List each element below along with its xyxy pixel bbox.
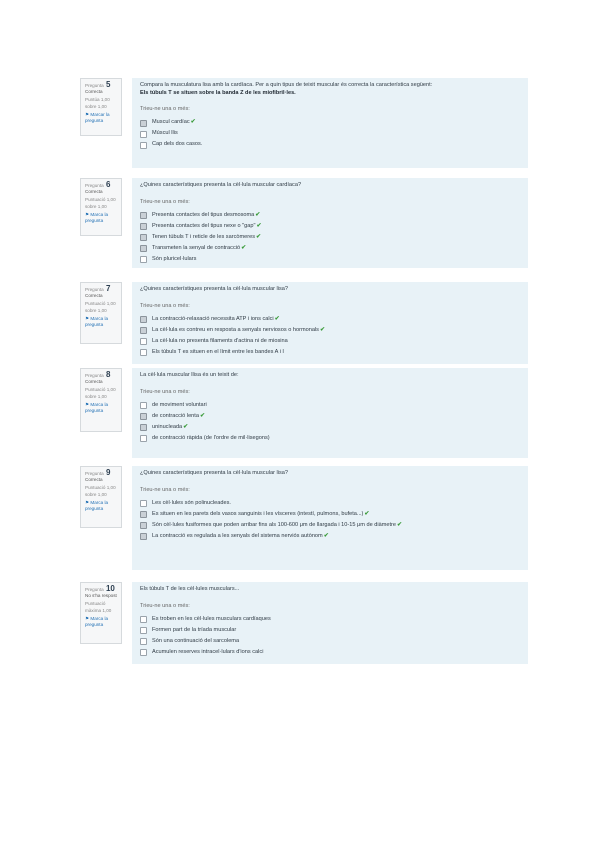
answer-option[interactable] (140, 314, 520, 325)
answer-option[interactable] (140, 325, 520, 336)
answer-option[interactable] (140, 210, 520, 221)
answer-label: Presenta contactes del tipus desmosoma (152, 211, 255, 218)
answer-label: uninucleada (152, 423, 183, 430)
check-mark-icon: ✔ (256, 222, 262, 229)
flag-icon: ⚑ (85, 499, 90, 505)
check-mark-icon: ✔ (255, 211, 261, 218)
answer-option[interactable] (140, 498, 520, 509)
question-number: Pregunta 7 (85, 284, 111, 293)
answer-prompt: Trieu-ne una o més: (140, 602, 190, 609)
flag-icon: ⚑ (85, 401, 90, 407)
answer-checkbox[interactable] (140, 424, 147, 431)
answer-checkbox[interactable] (140, 522, 147, 529)
question-text: Els túbuls T de les cèl·lules musculars... (140, 586, 240, 592)
answer-option[interactable] (140, 636, 520, 647)
answer-checkbox[interactable] (140, 402, 147, 409)
answer-checkbox[interactable] (140, 511, 147, 518)
answer-option[interactable] (140, 520, 520, 531)
answer-checkbox[interactable] (140, 234, 147, 241)
answer-label: Es troben en les cèl·lules musculars cardíaques (152, 615, 271, 622)
check-mark-icon: ✔ (183, 423, 189, 430)
check-mark-icon: ✔ (190, 119, 196, 126)
question-text-bold: Els túbuls T se situen sobre la banda Z de les miofibril·les. (140, 89, 296, 96)
check-mark-icon: ✔ (319, 326, 326, 333)
answer-option[interactable] (140, 129, 520, 140)
answer-label: Tenen túbuls T i reticle de les sarcòmeres (152, 233, 256, 240)
question-grade: Puntuació 1,00 sobre 1,00 (85, 485, 116, 497)
answer-prompt: Trieu-ne una o més: (140, 486, 190, 493)
answer-label: Els túbuls T es situen en el límit entre les bandes A i I (152, 348, 284, 355)
answer-option[interactable] (140, 232, 520, 243)
flag-icon: ⚑ (85, 615, 90, 621)
check-mark-icon: ✔ (364, 510, 370, 517)
question-content (132, 78, 528, 168)
answer-label: Transmeten la senyal de contracció (152, 244, 241, 251)
answer-option[interactable] (140, 400, 520, 411)
answer-option[interactable] (140, 140, 520, 151)
question-state: Correcta (85, 293, 103, 299)
question-grade: Puntúa 1,00 sobre 1,00 (85, 97, 110, 109)
answer-checkbox[interactable] (140, 435, 147, 442)
question-content (132, 466, 528, 570)
answer-label: Són cèl·lules fusiformes que poden arribar fins als 100-600 μm de llargada i 10-15 μm de diàmetre (152, 521, 396, 528)
answer-label: Presenta contactes del tipus nexe o "gap" (152, 222, 256, 229)
answer-checkbox[interactable] (140, 223, 147, 230)
check-mark-icon: ✔ (199, 412, 205, 419)
answer-option[interactable] (140, 625, 520, 636)
answer-option[interactable] (140, 347, 520, 358)
flag-question-link[interactable]: ⚑ Marca la pregunta (85, 211, 109, 224)
question-state: Correcta (85, 189, 103, 195)
answer-label: Les cèl·lules són polinucleades. (152, 499, 231, 506)
answer-checkbox[interactable] (140, 120, 147, 127)
flag-question-link[interactable]: ⚑ Marca la pregunta (85, 401, 109, 414)
answer-label: Formen part de la tríada muscular (152, 626, 237, 633)
question-content (132, 582, 528, 664)
answer-label: Muscul cardíac (152, 119, 190, 126)
check-mark-icon: ✔ (323, 532, 329, 539)
question-number: Pregunta 9 (85, 468, 111, 477)
answer-prompt: Trieu-ne una o més: (140, 198, 190, 205)
flag-question-link[interactable]: ⚑ Marcar la pregunta (85, 111, 110, 124)
answer-option[interactable] (140, 221, 520, 232)
answer-checkbox[interactable] (140, 212, 147, 219)
answer-prompt: Trieu-ne una o més: (140, 302, 190, 309)
answer-label: Es situen en les parets dels vasos sanguinis i les vísceres (intestí, pulmons, bufeta...) (152, 510, 364, 517)
question-content (132, 282, 528, 364)
answer-checkbox[interactable] (140, 649, 147, 656)
answer-options (140, 314, 520, 358)
check-mark-icon: ✔ (274, 315, 280, 322)
answer-options (140, 400, 520, 444)
question-info (80, 582, 122, 644)
flag-question-link[interactable]: ⚑ Marca la pregunta (85, 499, 109, 512)
question-number: Pregunta 8 (85, 370, 111, 379)
check-mark-icon: ✔ (397, 521, 403, 528)
question-text: Compara la musculatura lisa amb la cardíaca. Per a quin tipus de teixit muscular és correcta la característica següent: Els túbuls T se situen sobre la banda Z de les miofibril·les. (140, 82, 520, 97)
answer-option[interactable] (140, 433, 520, 444)
answer-checkbox[interactable] (140, 533, 147, 540)
check-mark-icon: ✔ (241, 244, 247, 251)
answer-checkbox[interactable] (140, 256, 147, 263)
question-state: Correcta (85, 89, 103, 95)
answer-option[interactable] (140, 422, 520, 433)
answer-option[interactable] (140, 243, 520, 254)
answer-label: Acumulen reserves intracel·lulars d'ions calci (152, 648, 264, 655)
answer-options (140, 614, 520, 658)
question-text: ¿Quines característiques presenta la cèl·lula muscular cardíaca? (140, 182, 302, 188)
flag-icon: ⚑ (85, 211, 90, 217)
answer-options (140, 498, 520, 542)
flag-question-link[interactable]: ⚑ Marca la pregunta (85, 315, 109, 328)
question-content (132, 368, 528, 458)
question-state: Correcta (85, 379, 103, 385)
answer-options (140, 118, 520, 151)
answer-checkbox[interactable] (140, 349, 147, 356)
answer-label: La cèl·lula es contreu en resposta a senyals nerviosos o hormonals (152, 326, 319, 333)
answer-option[interactable] (140, 336, 520, 347)
question-text: ¿Quines característiques presenta la cèl·lula muscular lisa? (140, 286, 288, 292)
question-info (80, 282, 122, 344)
answer-label: de contracció ràpida (de l'ordre de mil·lisegons) (152, 434, 270, 441)
question-number: Pregunta 10 (85, 584, 115, 593)
answer-checkbox[interactable] (140, 245, 147, 252)
answer-label: La cèl·lula no presenta filaments d'actina ni de miosina (152, 337, 288, 344)
answer-label: de contracció lenta (152, 412, 199, 419)
question-grade: Puntuació màxima 1,00 (85, 601, 112, 613)
answer-option[interactable] (140, 531, 520, 542)
answer-options (140, 210, 520, 265)
answer-option[interactable] (140, 254, 520, 265)
question-info (80, 78, 122, 136)
answer-checkbox[interactable] (140, 131, 147, 138)
answer-checkbox[interactable] (140, 316, 147, 323)
answer-checkbox[interactable] (140, 616, 147, 623)
answer-option[interactable] (140, 509, 520, 520)
answer-label: Són una continuació del sarcolema (152, 637, 240, 644)
flag-icon: ⚑ (85, 111, 90, 117)
answer-checkbox[interactable] (140, 327, 147, 334)
answer-option[interactable] (140, 118, 520, 129)
flag-icon: ⚑ (85, 315, 90, 321)
question-info (80, 368, 122, 432)
answer-checkbox[interactable] (140, 627, 147, 634)
question-info (80, 466, 122, 528)
answer-label: Són pluricel·lulars (152, 255, 197, 262)
question-content (132, 178, 528, 268)
check-mark-icon: ✔ (256, 233, 262, 240)
question-grade: Puntuació 1,00 sobre 1,00 (85, 387, 116, 399)
answer-checkbox[interactable] (140, 142, 147, 149)
question-state: Correcta (85, 477, 103, 483)
question-text: La cèl·lula muscular llisa és un teixit de: (140, 372, 239, 378)
question-info (80, 178, 122, 236)
question-number: Pregunta 6 (85, 180, 111, 189)
answer-prompt: Trieu-ne una o més: (140, 106, 190, 112)
answer-label: La contracció es regulada a les senyals del sistema nerviós autònom (152, 532, 323, 539)
answer-checkbox[interactable] (140, 413, 147, 420)
question-number: Pregunta 5 (85, 80, 111, 89)
answer-label: La contracció-relaxació necessita ATP i ions calci (152, 315, 274, 322)
question-text: ¿Quines característiques presenta la cèl·lula muscular lisa? (140, 470, 288, 476)
answer-checkbox[interactable] (140, 500, 147, 507)
answer-checkbox[interactable] (140, 338, 147, 345)
answer-checkbox[interactable] (140, 638, 147, 645)
answer-label: Cap dels dos casos. (152, 141, 203, 148)
question-grade: Puntuació 1,00 sobre 1,00 (85, 301, 116, 313)
answer-label: de moviment voluntari (152, 401, 207, 408)
answer-option[interactable] (140, 411, 520, 422)
answer-option[interactable] (140, 614, 520, 625)
flag-question-link[interactable]: ⚑ Marca la pregunta (85, 615, 109, 628)
answer-prompt: Trieu-ne una o més: (140, 388, 190, 395)
answer-option[interactable] (140, 647, 520, 658)
question-state: No s'ha respost (85, 593, 117, 599)
question-grade: Puntuació 1,00 sobre 1,00 (85, 197, 116, 209)
answer-label: Múscul llis (152, 130, 178, 137)
